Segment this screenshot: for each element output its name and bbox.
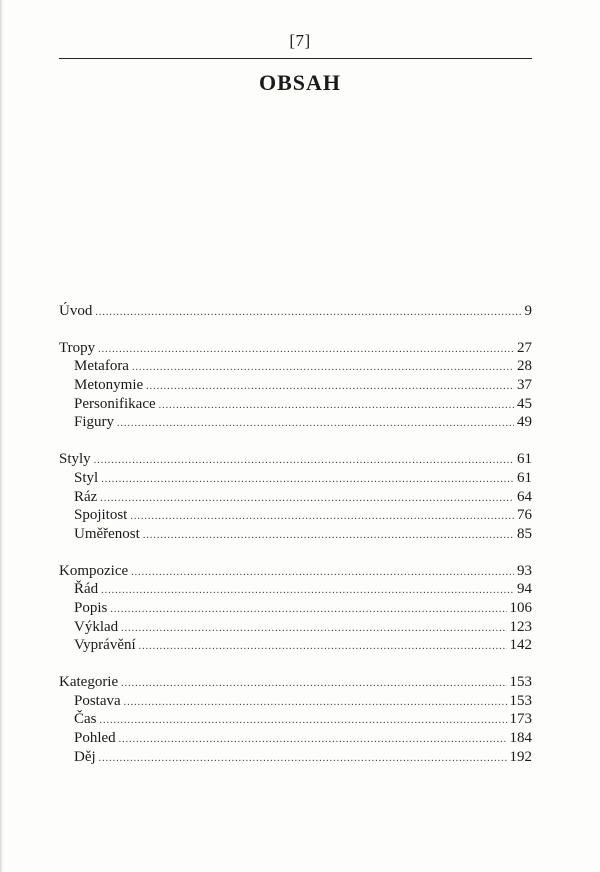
toc-entry-page: 93: [517, 562, 532, 579]
toc-leader-dots: [130, 508, 514, 527]
toc-entry-page: 61: [517, 451, 532, 468]
toc-leader-dots: [100, 490, 514, 509]
toc-entry-page: 142: [509, 637, 532, 654]
toc-subentry: [59, 413, 532, 432]
toc-entry-label: Popis: [74, 599, 108, 616]
toc-entry-page: 85: [517, 525, 532, 542]
toc-subentry: [59, 748, 532, 767]
toc-leader-dots: [119, 731, 507, 750]
toc-entry-page: 153: [509, 674, 532, 690]
toc-entry-page: 184: [509, 730, 532, 747]
toc-section: [59, 673, 532, 766]
toc-entry-label: Metonymie: [74, 377, 144, 394]
toc-leader-dots: [110, 601, 506, 620]
toc-entry-label: Kategorie: [59, 674, 119, 690]
toc-entry-label: Tropy: [59, 339, 96, 356]
toc-leader-dots: [98, 341, 514, 360]
toc-entry-page: 49: [517, 414, 532, 431]
toc-entry-label: Výklad: [74, 618, 119, 635]
toc-subentry: [59, 692, 532, 711]
toc-leader-dots: [143, 527, 514, 546]
header-rule: [59, 58, 532, 59]
toc-subentry: [59, 488, 532, 507]
toc-subentry: [59, 710, 532, 729]
toc-subentry: [59, 618, 532, 637]
toc-section: [59, 339, 532, 432]
toc-leader-dots: [121, 620, 506, 639]
toc-entry-label: Kompozice: [59, 562, 129, 579]
toc-subentry: [59, 395, 532, 414]
toc-subentry: [59, 506, 532, 525]
toc-leader-dots: [101, 471, 514, 490]
toc-entry-label: Metafora: [74, 358, 129, 375]
toc-entry-label: Postava: [74, 692, 121, 709]
toc-entry-label: Personifikace: [74, 395, 156, 412]
toc-entry-page: 76: [517, 507, 532, 524]
toc-leader-dots: [146, 378, 514, 397]
toc-entry-page: 173: [509, 711, 532, 728]
toc-subentry: [59, 580, 532, 599]
table-of-contents: [59, 302, 532, 784]
toc-entry-label: Děj: [74, 748, 96, 765]
toc-entry-label: Pohled: [74, 730, 116, 747]
toc-entry-label: Čas: [74, 711, 97, 728]
toc-leader-dots: [94, 452, 514, 471]
toc-entry: [59, 339, 532, 358]
toc-entry-label: Vyprávění: [74, 637, 136, 654]
page-number: [7]: [289, 31, 311, 50]
toc-subentry: [59, 729, 532, 748]
toc-subentry: [59, 469, 532, 488]
toc-section: [59, 302, 532, 321]
page-edge-shadow: [0, 0, 3, 872]
toc-section: [59, 562, 532, 655]
toc-leader-dots: [121, 675, 506, 694]
toc-section: [59, 450, 532, 543]
toc-subentry: [59, 376, 532, 395]
toc-entry: [59, 673, 532, 692]
toc-leader-dots: [101, 582, 514, 601]
toc-leader-dots: [99, 750, 507, 769]
toc-entry-label: Ráz: [74, 488, 98, 505]
toc-entry: [59, 562, 532, 581]
toc-entry-label: Spojitost: [74, 507, 128, 524]
toc-leader-dots: [100, 712, 507, 731]
toc-entry-page: 106: [509, 599, 532, 616]
toc-entry-label: Úvod: [59, 303, 93, 319]
toc-leader-dots: [159, 397, 514, 416]
toc-entry-page: 94: [517, 581, 532, 598]
toc-entry-page: 45: [517, 395, 532, 412]
toc-entry: [59, 302, 532, 321]
toc-leader-dots: [131, 564, 514, 583]
page-title: OBSAH: [258, 70, 342, 95]
toc-entry-page: 123: [509, 618, 532, 635]
toc-entry-label: Řád: [74, 581, 99, 598]
toc-subentry: [59, 357, 532, 376]
toc-subentry: [59, 525, 532, 544]
toc-entry-page: 27: [517, 339, 532, 356]
toc-leader-dots: [132, 359, 514, 378]
toc-entry-label: Styly: [59, 451, 91, 468]
toc-entry-page: 61: [517, 469, 532, 486]
toc-entry-page: 153: [509, 692, 532, 709]
toc-leader-dots: [117, 415, 514, 434]
toc-leader-dots: [124, 694, 507, 713]
toc-leader-dots: [95, 304, 521, 323]
toc-subentry: [59, 636, 532, 655]
toc-entry: [59, 450, 532, 469]
toc-entry-page: 37: [517, 377, 532, 394]
toc-subentry: [59, 599, 532, 618]
toc-entry-label: Figury: [74, 414, 115, 431]
toc-entry-label: Uměřenost: [74, 525, 140, 542]
toc-entry-page: 64: [517, 488, 532, 505]
toc-entry-page: 192: [509, 748, 532, 765]
toc-entry-page: 9: [524, 303, 532, 319]
toc-leader-dots: [139, 638, 507, 657]
toc-entry-page: 28: [517, 358, 532, 375]
toc-entry-label: Styl: [74, 469, 99, 486]
